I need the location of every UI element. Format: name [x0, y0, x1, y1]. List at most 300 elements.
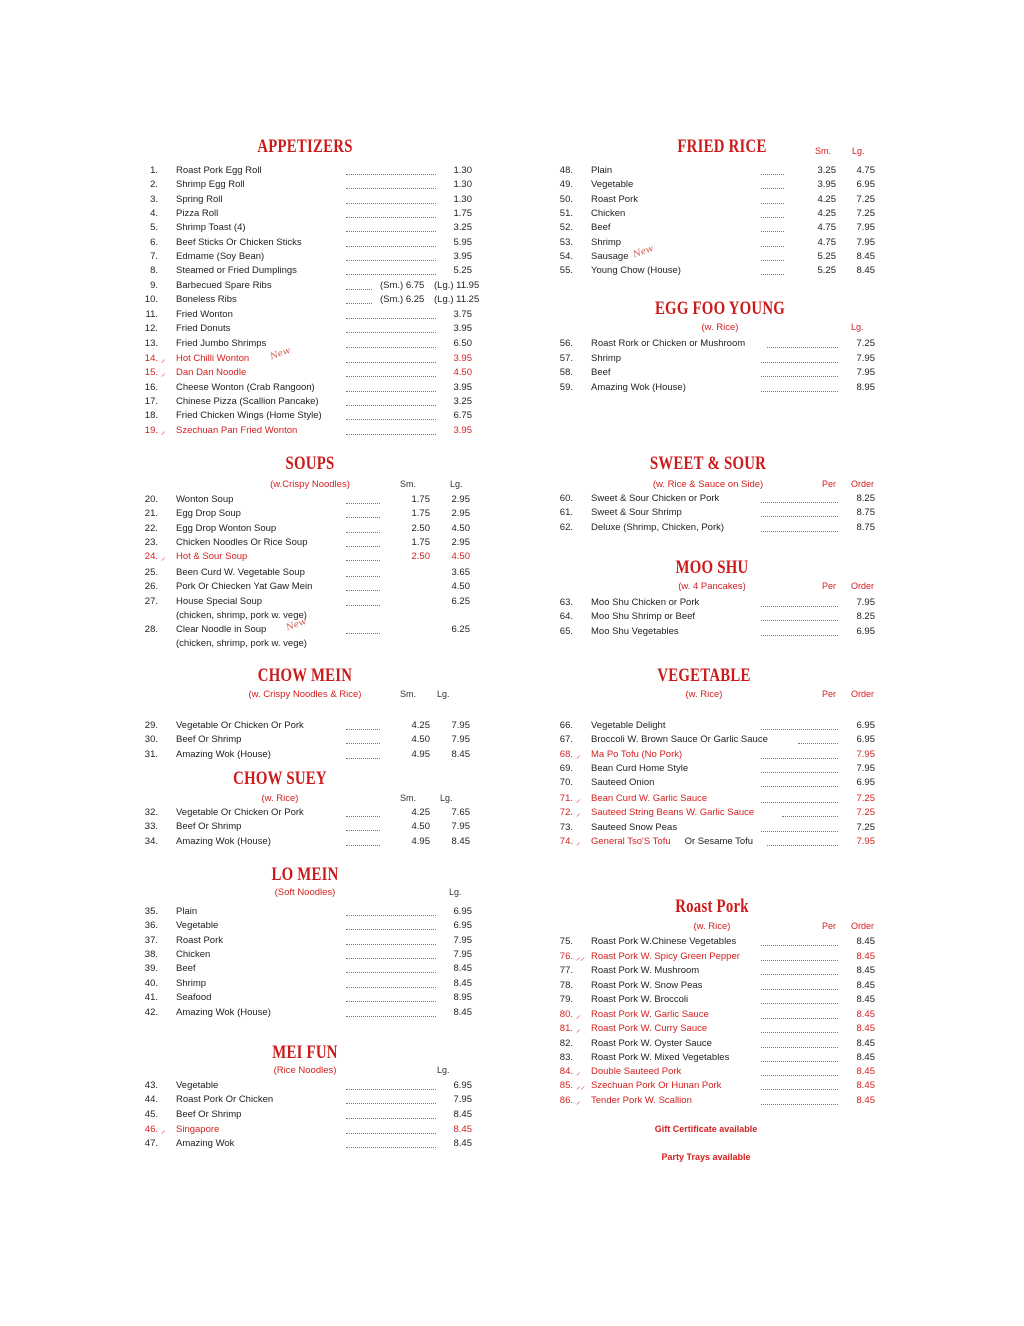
item-price: 7.95	[856, 597, 875, 608]
item-name: Egg Drop Wonton Soup	[176, 522, 277, 534]
item-price: 8.45	[856, 1023, 875, 1035]
chili-icon: ⸝⸝	[576, 1081, 586, 1092]
dot-leader	[761, 758, 838, 759]
item-name: Sauteed Onion	[591, 777, 655, 789]
item-name: Beef Or Shrimp	[176, 1108, 242, 1120]
dot-leader	[346, 546, 380, 547]
item-number: 48.	[559, 165, 573, 176]
dot-leader	[346, 274, 436, 275]
item-price: 8.95	[856, 381, 875, 393]
vegetable-subtitle: (w. Rice)	[685, 689, 723, 700]
item-name: Bean Curd Home Style	[591, 762, 689, 774]
item-small-price: 1.75	[411, 508, 430, 520]
item-price: 7.95	[856, 836, 875, 848]
dot-leader	[346, 532, 380, 533]
item-name: Ma Po Tofu (No Pork)	[591, 748, 683, 760]
item-price: 7.95	[453, 1094, 472, 1106]
item-number: 84.	[559, 1066, 573, 1078]
dot-leader	[761, 772, 838, 773]
dot-leader	[346, 1089, 436, 1090]
item-price: 8.45	[453, 1123, 472, 1135]
item-small-price: (Sm.) 6.25	[380, 294, 425, 306]
dot-leader	[346, 590, 380, 591]
item-number: 46.	[144, 1123, 158, 1135]
dot-leader	[346, 743, 380, 744]
item-number: 77.	[559, 965, 573, 977]
item-price: 8.45	[856, 951, 875, 962]
item-name: Beef Sticks Or Chicken Sticks	[176, 236, 302, 248]
item-number: 27.	[144, 596, 158, 608]
mei-fun-subtitle: (Rice Noodles)	[273, 1065, 337, 1076]
dot-leader	[346, 1118, 436, 1119]
item-name: Roast Pork W. Curry Sauce	[591, 1023, 708, 1035]
sweet-sour-subtitle: (w. Rice & Sauce on Side)	[652, 479, 764, 490]
chili-icon: ⸝	[161, 552, 166, 563]
item-name: Roast Pork	[176, 934, 223, 946]
chili-icon: ⸝	[161, 368, 166, 379]
item-number: 35.	[144, 906, 158, 917]
vegetable-title: VEGETABLE	[657, 665, 751, 686]
item-name: Roast Rork or Chicken or Mushroom	[591, 338, 746, 349]
dot-leader	[346, 217, 436, 218]
item-name: Amazing Wok (House)	[591, 381, 686, 393]
dot-leader	[346, 958, 436, 959]
item-price: 7.95	[856, 367, 875, 379]
dot-leader	[346, 376, 436, 377]
dot-leader	[346, 174, 436, 175]
soups-lg-header: Lg.	[450, 479, 463, 489]
chili-icon: ⸝	[576, 1024, 581, 1035]
item-number: 85.	[559, 1080, 573, 1092]
dot-leader	[346, 605, 380, 606]
dot-leader	[346, 944, 436, 945]
item-large-price: 8.45	[856, 250, 875, 262]
chili-icon: ⸝	[576, 808, 581, 818]
item-number: 76.	[559, 951, 573, 962]
item-name: Roast Pork W.Chinese Vegetables	[591, 936, 737, 947]
vegetable-order-header: Order	[851, 689, 875, 699]
item-price: 3.95	[453, 323, 472, 334]
item-price: 1.30	[453, 165, 472, 176]
item-number: 51.	[559, 207, 573, 219]
dot-leader	[761, 174, 784, 175]
dot-leader	[761, 1047, 838, 1048]
dot-leader	[761, 974, 838, 975]
dot-leader	[761, 246, 784, 247]
item-price: 8.45	[453, 1137, 472, 1149]
lo-mein-subtitle: (Soft Noodles)	[274, 887, 336, 898]
item-number: 42.	[144, 1006, 158, 1018]
item-large-price: 4.50	[451, 551, 470, 563]
chow-suey-subtitle: (w. Rice)	[261, 793, 299, 804]
dot-leader	[346, 188, 436, 189]
item-number: 14.	[144, 353, 158, 364]
item-number: 75.	[559, 936, 573, 947]
item-number: 13.	[144, 338, 158, 349]
item-price: 7.95	[453, 948, 472, 960]
item-name: Roast Pork W. Mushroom	[591, 965, 700, 977]
item-price: 8.45	[856, 979, 875, 991]
item-name: Dan Dan Noodle	[176, 367, 247, 379]
item-name: Shrimp	[176, 977, 207, 989]
new-badge: New	[632, 243, 656, 261]
item-name: Roast Pork	[591, 193, 638, 205]
chow-suey-sm-header: Sm.	[400, 793, 417, 803]
item-name: Sweet & Sour Shrimp	[591, 507, 682, 519]
item-name: Roast Pork Or Chicken	[176, 1094, 274, 1106]
dot-leader	[346, 203, 436, 204]
dot-leader	[798, 743, 838, 744]
item-small-price: 4.25	[411, 720, 430, 731]
dot-leader	[761, 1061, 838, 1062]
item-number: 39.	[144, 963, 158, 975]
soups-subtitle: (w.Crispy Noodles)	[270, 479, 350, 490]
item-name: General Tso'S Tofu	[591, 836, 671, 848]
item-number: 11.	[145, 308, 158, 320]
item-price: 8.25	[856, 493, 875, 504]
dot-leader	[761, 729, 838, 730]
item-number: 17.	[144, 395, 158, 407]
item-name: Been Curd W. Vegetable Soup	[176, 566, 305, 578]
chili-icon: ⸝	[161, 425, 166, 436]
moo-shu-per-header: Per	[822, 581, 837, 591]
item-name: Egg Drop Soup	[176, 508, 241, 520]
item-number: 22.	[144, 522, 158, 534]
egg-foo-young-title: EGG FOO YOUNG	[654, 298, 786, 319]
item-name: Beef Or Shrimp	[176, 821, 242, 833]
item-name: Fried Wonton	[176, 308, 233, 320]
item-name: Vegetable	[176, 920, 219, 932]
lo-mein-lg-header: Lg.	[449, 887, 462, 897]
item-name: Moo Shu Vegetables	[591, 625, 679, 637]
item-number: 64.	[559, 611, 573, 623]
item-name: Tender Pork W. Scallion	[591, 1094, 692, 1106]
item-number: 53.	[559, 236, 573, 248]
item-small-price: 4.95	[411, 835, 430, 847]
item-name: Wonton Soup	[176, 494, 234, 505]
item-price: 1.30	[453, 193, 472, 205]
item-number: 7.	[150, 250, 158, 262]
item-name: Roast Pork W. Garlic Sauce	[591, 1008, 709, 1020]
item-price: 8.75	[856, 507, 875, 519]
item-name: Hot & Sour Soup	[176, 551, 248, 563]
item-number: 15.	[144, 367, 158, 379]
item-number: 83.	[559, 1051, 573, 1063]
item-price: 8.45	[856, 993, 875, 1005]
item-number: 36.	[144, 920, 158, 932]
dot-leader	[761, 989, 838, 990]
item-large-price: 8.45	[451, 748, 470, 760]
item-number: 30.	[144, 734, 158, 746]
dot-leader	[346, 362, 436, 363]
moo-shu-order-header: Order	[851, 581, 875, 591]
item-number: 50.	[559, 193, 573, 205]
item-name: Roast Pork W. Broccoli	[591, 993, 689, 1005]
item-number: 21.	[144, 508, 158, 520]
dot-leader	[761, 1075, 838, 1076]
item-price: 3.95	[453, 353, 472, 364]
item-price: 7.95	[856, 748, 875, 760]
item-large-price: 8.45	[856, 265, 875, 277]
soups-sm-header: Sm.	[400, 479, 417, 489]
item-number: 33.	[144, 821, 158, 833]
item-name: Pork Or Chiecken Yat Gaw Mein	[176, 581, 313, 592]
item-small-price: 3.95	[817, 179, 836, 191]
item-price: 5.25	[453, 265, 472, 277]
item-name: Fried Chicken Wings (Home Style)	[176, 410, 322, 422]
item-name: Fried Jumbo Shrimps	[176, 338, 267, 349]
item-number: 74.	[559, 836, 573, 848]
dot-leader	[346, 391, 436, 392]
chili-icon: ⸝	[576, 1067, 581, 1078]
item-name: Edmame (Soy Bean)	[176, 250, 265, 262]
item-small-price: 4.25	[411, 807, 430, 818]
item-small-price: (Sm.) 6.75	[380, 280, 425, 292]
item-name: Chicken	[176, 948, 211, 960]
item-price: 6.95	[453, 1080, 472, 1091]
item-number: 34.	[144, 835, 158, 847]
item-number: 72.	[559, 807, 573, 818]
item-name: Vegetable	[591, 179, 634, 191]
item-number: 18.	[144, 410, 158, 422]
item-number: 56.	[559, 338, 573, 349]
item-price: 6.95	[856, 720, 875, 731]
item-number: 70.	[559, 777, 573, 789]
dot-leader	[346, 503, 380, 504]
dot-leader	[346, 633, 380, 634]
item-name: Cheese Wonton (Crab Rangoon)	[176, 381, 315, 393]
item-small-price: 4.75	[817, 236, 836, 248]
item-small-price: 4.75	[817, 222, 836, 234]
dot-leader	[346, 845, 380, 846]
item-name: Beef Or Shrimp	[176, 734, 242, 746]
item-name: Roast Pork W. Snow Peas	[591, 979, 703, 991]
dot-leader	[346, 816, 380, 817]
item-number: 62.	[559, 522, 573, 534]
item-price: 3.75	[453, 308, 472, 320]
item-name: Beef	[591, 367, 611, 379]
dot-leader	[346, 246, 436, 247]
item-number: 23.	[144, 536, 158, 548]
item-number: 41.	[144, 991, 158, 1003]
item-number: 79.	[559, 993, 573, 1005]
sweet-sour-order-header: Order	[851, 479, 875, 489]
item-name: Seafood	[176, 991, 212, 1003]
item-price: 7.25	[856, 338, 875, 349]
item-price: 8.45	[856, 1094, 875, 1106]
sweet-sour-per-header: Per	[822, 479, 837, 489]
item-price: 6.95	[856, 625, 875, 637]
item-number: 8.	[150, 265, 158, 277]
item-large-price: 2.95	[451, 508, 470, 520]
item-price: 1.30	[453, 179, 472, 191]
dot-leader	[761, 802, 838, 803]
new-badge: New	[269, 345, 293, 363]
dot-leader	[761, 362, 838, 363]
dot-leader	[346, 1103, 436, 1104]
item-number: 26.	[144, 581, 158, 592]
dot-leader	[346, 729, 380, 730]
item-number: 54.	[559, 250, 573, 262]
dot-leader	[346, 347, 436, 348]
appetizers-title: APPETIZERS	[257, 136, 353, 157]
dot-leader	[761, 606, 838, 607]
dot-leader	[761, 1104, 838, 1105]
dot-leader	[346, 289, 372, 290]
item-large-price: 6.95	[856, 179, 875, 191]
item-number: 47.	[144, 1137, 158, 1149]
dot-leader	[346, 972, 436, 973]
item-number: 57.	[559, 353, 573, 364]
item-price: 7.95	[856, 762, 875, 774]
item-name: Sweet & Sour Chicken or Pork	[591, 493, 720, 504]
gift-certificate-note: Gift Certificate available	[654, 1124, 758, 1134]
item-name: Roast Pork W. Mixed Vegetables	[591, 1051, 730, 1063]
dot-leader	[761, 203, 784, 204]
dot-leader	[346, 231, 436, 232]
item-number: 68.	[559, 748, 573, 760]
dot-leader	[761, 635, 838, 636]
dot-leader	[761, 516, 838, 517]
fried-rice-lg-header: Lg.	[852, 146, 865, 156]
item-number: 2.	[150, 179, 158, 191]
item-price: 3.95	[453, 250, 472, 262]
item-price: 3.25	[453, 222, 472, 234]
item-number: 31.	[144, 748, 158, 760]
dot-leader	[761, 502, 838, 503]
item-name: Hot Chilli Wonton	[176, 353, 250, 364]
item-number: 61.	[559, 507, 573, 519]
item-price: (Lg.) 11.95	[434, 280, 480, 292]
item-number: 37.	[144, 934, 158, 946]
chow-suey-lg-header: Lg.	[440, 793, 453, 803]
egg-foo-young-subtitle: (w. Rice)	[701, 322, 739, 333]
egg-foo-young-lg-header: Lg.	[851, 322, 864, 332]
item-name: Pizza Roll	[176, 207, 219, 219]
item-large-price: 2.95	[451, 536, 470, 548]
item-name: Plain	[591, 165, 613, 176]
item-number: 12.	[144, 323, 158, 334]
item-name: Barbecued Spare Ribs	[176, 280, 272, 292]
item-price: 6.95	[453, 920, 472, 932]
item-large-price: 3.65	[451, 566, 470, 578]
item-small-price: 2.50	[411, 522, 430, 534]
item-number: 73.	[559, 822, 573, 833]
item-number: 80.	[559, 1008, 573, 1020]
item-large-price: 7.95	[451, 720, 470, 731]
chow-suey-title: CHOW SUEY	[233, 768, 327, 789]
item-name: Plain	[176, 906, 198, 917]
chili-icon: ⸝	[161, 354, 166, 364]
item-name: Broccoli W. Brown Sauce Or Garlic Sauce	[591, 734, 768, 746]
item-price: 7.25	[856, 822, 875, 833]
item-number: 86.	[559, 1094, 573, 1106]
item-price: 8.25	[856, 611, 875, 623]
item-number: 5.	[150, 222, 158, 234]
item-price: 6.95	[856, 734, 875, 746]
item-price: 3.95	[453, 381, 472, 393]
dot-leader	[346, 332, 436, 333]
item-number: 10.	[144, 294, 158, 306]
dot-leader	[346, 419, 436, 420]
chili-icon: ⸝	[576, 1009, 581, 1020]
item-small-price: 2.50	[411, 551, 430, 563]
dot-leader	[346, 1133, 436, 1134]
item-name: Vegetable Delight	[591, 720, 666, 731]
dot-leader	[761, 945, 838, 946]
item-price: 8.45	[453, 1006, 472, 1018]
item-name: Shrimp	[591, 236, 622, 248]
item-large-price: 4.75	[856, 165, 875, 176]
dot-leader	[346, 303, 372, 304]
item-small-price: 1.75	[411, 536, 430, 548]
item-number: 52.	[559, 222, 573, 234]
dot-leader	[761, 1089, 838, 1090]
dot-leader	[761, 1032, 838, 1033]
item-large-price: 8.45	[451, 835, 470, 847]
chow-mein-sm-header: Sm.	[400, 689, 417, 699]
item-number: 82.	[559, 1037, 573, 1049]
mei-fun-title: MEI FUN	[272, 1042, 338, 1063]
item-number: 40.	[144, 977, 158, 989]
item-name: Roast Pork W. Spicy Green Pepper	[591, 951, 740, 962]
dot-leader	[782, 816, 838, 817]
dot-leader	[346, 405, 436, 406]
item-name: Roast Pork W. Oyster Sauce	[591, 1037, 712, 1049]
dot-leader	[346, 576, 380, 577]
dot-leader	[346, 1147, 436, 1148]
item-name: Fried Donuts	[176, 323, 231, 334]
lo-mein-title: LO MEIN	[271, 864, 339, 885]
item-number: 71.	[559, 792, 573, 804]
item-name: Chinese Pizza (Scallion Pancake)	[176, 395, 319, 407]
item-price: 3.25	[453, 395, 472, 407]
item-name: Chicken Noodles Or Rice Soup	[176, 536, 308, 548]
chow-mein-lg-header: Lg.	[437, 689, 450, 699]
chow-mein-subtitle: (w. Crispy Noodles & Rice)	[248, 689, 362, 700]
item-number: 6.	[150, 236, 158, 248]
dot-leader	[761, 786, 838, 787]
item-price: 8.45	[856, 936, 875, 947]
dot-leader	[761, 217, 784, 218]
item-number: 66.	[559, 720, 573, 731]
dot-leader	[346, 1001, 436, 1002]
item-name: Bean Curd W. Garlic Sauce	[591, 792, 708, 804]
dot-leader	[346, 517, 380, 518]
item-price: 4.50	[453, 367, 472, 379]
item-name: Sauteed String Beans W. Garlic Sauce	[591, 807, 755, 818]
item-number: 49.	[559, 179, 573, 191]
item-number: 4.	[150, 207, 158, 219]
item-number: 45.	[144, 1108, 158, 1120]
moo-shu-title: MOO SHU	[675, 557, 749, 578]
item-number: 38.	[144, 948, 158, 960]
item-name: Steamed or Fried Dumplings	[176, 265, 297, 277]
dot-leader	[761, 531, 838, 532]
item-name: Szechuan Pan Fried Wonton	[176, 424, 298, 436]
item-name: Shrimp Toast (4)	[176, 222, 246, 234]
dot-leader	[346, 560, 380, 561]
dot-leader	[346, 830, 380, 831]
item-price: 5.95	[453, 236, 472, 248]
item-number: 20.	[144, 494, 158, 505]
item-price: 6.95	[856, 777, 875, 789]
item-number: 59.	[559, 381, 573, 393]
item-number: 3.	[150, 193, 158, 205]
item-large-price: 7.95	[856, 236, 875, 248]
roast-pork-order-header: Order	[851, 921, 875, 931]
chili-icon: ⸝	[576, 749, 581, 760]
